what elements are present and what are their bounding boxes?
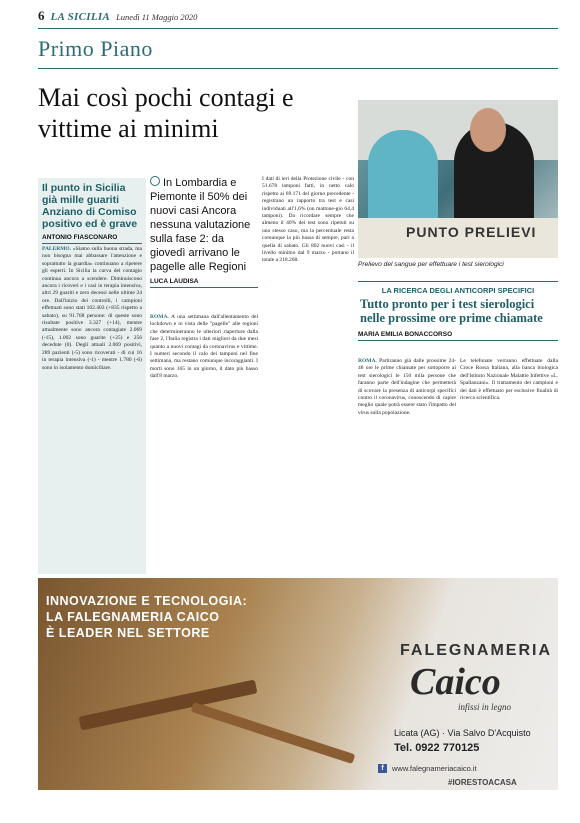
right-author: MARIA EMILIA BONACCORSO xyxy=(358,331,558,341)
right-body-col1: ROMA. Partiranno già dalle prossime 24-48 ore le prime chiamate per sottoporre ai test sierologici le 150 mila persone che faranno parte dell'indagine che permetterà di scovare la presenza di anticorpi specifici contro il coronavirus, conoscendo di capire meglio quale potrà essere stato l'impatto del virus sulla popolazione. xyxy=(358,358,456,416)
article-photo xyxy=(358,100,558,258)
publication-date: Lunedì 11 Maggio 2020 xyxy=(116,12,198,22)
advertisement[interactable] xyxy=(38,578,558,790)
sidebar-author: ANTONIO FIASCONARO xyxy=(42,234,142,244)
right-title: Tutto pronto per i test sierologici nelle prossime ore prime chiamate xyxy=(360,297,543,325)
sidebar-kicker: Il punto in Sicilia già mille guariti Anziano di Comiso positivo ed è grave xyxy=(42,182,138,230)
right-article-body xyxy=(358,358,558,417)
publication-name: LA SICILIA xyxy=(50,11,111,23)
ad-hashtag: #IORESTOACASA xyxy=(448,778,517,787)
photo-sign-text: PUNTO PRELIEVI xyxy=(406,224,537,240)
section-title: Primo Piano xyxy=(38,36,153,61)
ad-line-2: LA FALEGNAMERIA CAICO xyxy=(46,610,220,624)
ad-brand-top: FALEGNAMERIA xyxy=(400,642,552,659)
ad-phone[interactable]: Tel. 0922 770125 xyxy=(394,742,480,754)
main-article-body-col3: I dati di ieri della Protezione civile - con 51.678 tamponi fatti, in netto calo rispetto ai 69.171 del giorno precedente - registrano un rapporto tra test e casi individuati all'1,6% (un mattone-gio 64,4 tamponi). Da ricordare sempre che almeno il 40% dei test sono ripetuti su uno stesso caso, ma la percentuale resta comunque la più bassa di sempre, pari a quella di sabato. Gli 802 nuovi casi - il livello minimo dal 9 marzo - portano il totale a 218.268. xyxy=(262,176,354,264)
sidebar-body: PALERMO. «Siamo sulla buona strada, ma non bisogna mai abbassare l'attenzione e soprattutto la guardia» continuano a ripetere gli esperti. In Sicilia la curva del contagio continua ancora a scendere. Diminuiscono ancora i ricoveri e i casi in terapia intensiva, altri 29 guariti e zero decessi nelle ultime 24 ore. Dall'inizio dei controlli, i campioni effettuati sono stati 102.403 (+835 rispetto a sabato), su 91.768 persone: di queste sono risultate positive 3.327 (+14), mentre attualmente sono ancora contagiate 2.069 (-15), 1.002 sono guarite (+25) e 256 decedute (0). Degli attuali 2.069 positivi, 289 pazienti (-5) sono ricoverati - di cui 16 in terapia intensiva (-1) - mentre 1.780 (-6) sono in isolamento domiciliare. xyxy=(42,246,142,371)
right-body-col2: Le telefonate verranno effettuate dalla Croce Rossa Italiana, alla banca biologica dell'Istituto Nazionale Malattie Infettive «L. Spallanzani». Il trattamento dei campioni e dei dati è effettuato per esclusive finalità di ricerca scientifica. xyxy=(460,358,558,402)
page-number: 6 xyxy=(38,8,45,23)
main-article-body-col2: ROMA. A una settimana dall'allentamento del lockdown e in vista delle "pagelle" alle regioni che determineranno le ulteriori riaperture dalla fase 2, l'Italia registra i dati migliori da due mesi quanto a nuovi contagi da coronavirus e vittime. I numeri secondo il calo dei tamponi nel fine settimana, ma restano comunque incoraggianti. I morti sono 165 in un giorno, il dato più basso dall'8 marzo. xyxy=(150,314,258,380)
right-kicker: LA RICERCA DEGLI ANTICORPI SPECIFICI xyxy=(381,286,535,295)
main-author: LUCA LAUDISA xyxy=(150,278,258,288)
section-divider xyxy=(38,68,558,69)
ad-brand-name: Caico xyxy=(410,661,501,703)
wood-plank-graphic xyxy=(191,702,356,764)
main-kicker: In Lombardia e Piemonte il 50% dei nuovi casi Ancora nessuna valutazione sulla fase 2: da giovedì arrivano le pagelle alle Regioni xyxy=(150,177,251,273)
ad-brand-sub: infissi in legno xyxy=(458,702,512,712)
facebook-icon[interactable]: f xyxy=(378,764,387,773)
ad-line-1: INNOVAZIONE E TECNOLOGIA: xyxy=(46,594,248,608)
bullet-icon xyxy=(150,176,160,186)
photo-caption: Prelievo del sangue per effettuare i test sierologici xyxy=(358,261,504,268)
ad-website[interactable]: www.falegnameriacaico.it xyxy=(392,764,477,773)
main-article-kicker-box xyxy=(150,176,258,288)
main-location: ROMA. xyxy=(150,314,169,320)
ad-line-3: È LEADER NEL SETTORE xyxy=(46,626,210,640)
sidebar-location: PALERMO. xyxy=(42,246,72,252)
page-header xyxy=(38,8,558,29)
headline: Mai così pochi contagi e vittime ai minimi xyxy=(38,83,294,143)
right-article-header xyxy=(358,281,558,341)
sidebar-article-sicily xyxy=(38,178,146,574)
ad-address: Licata (AG) · Via Salvo D'Acquisto xyxy=(394,728,531,738)
